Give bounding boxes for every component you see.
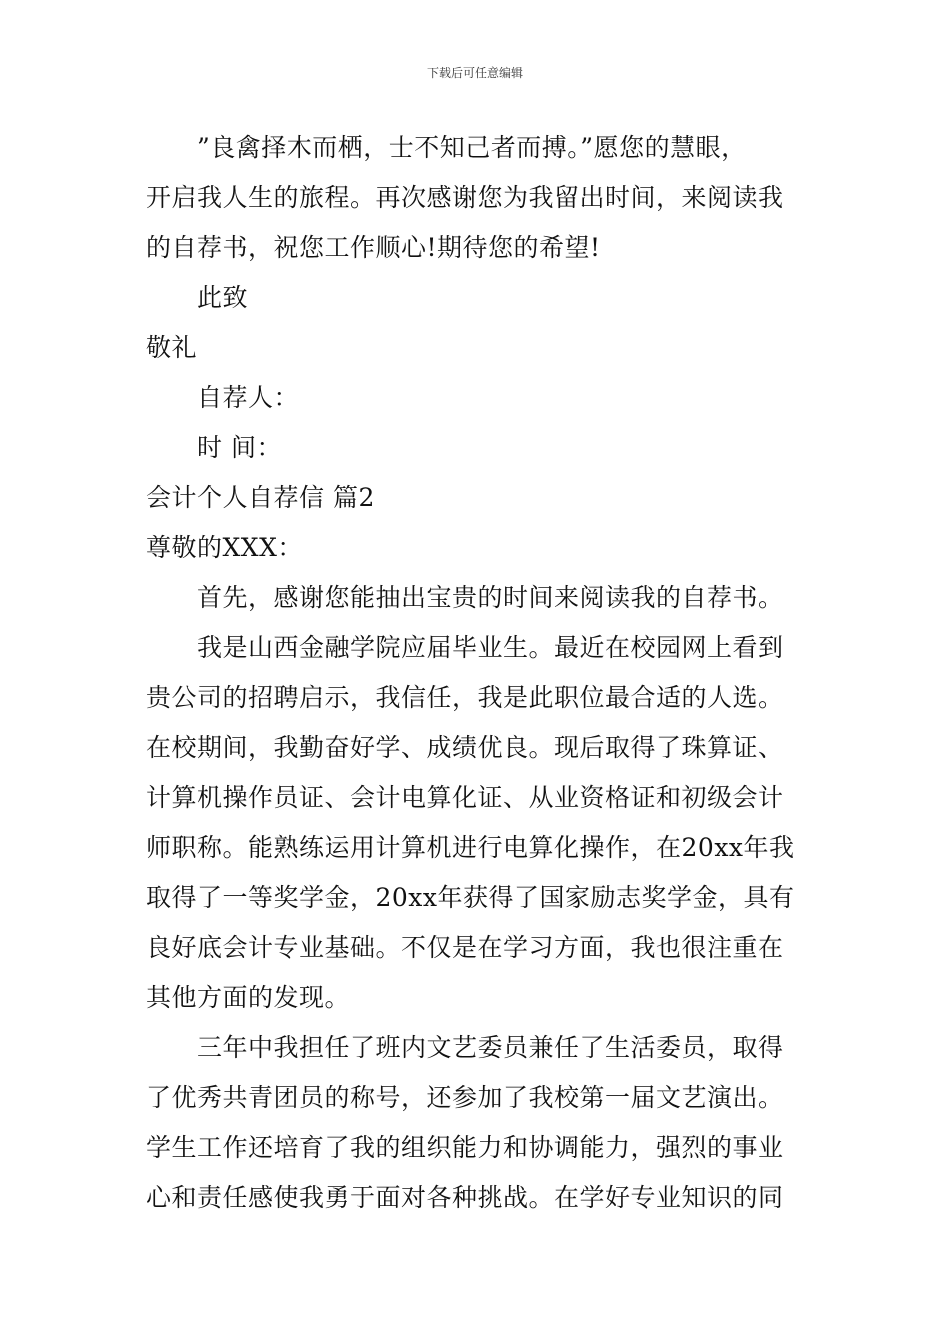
body-line: 的自荐书，祝您工作顺心!期待您的希望! xyxy=(146,233,601,262)
closing-line: 此致 xyxy=(197,283,249,312)
body-line: 开启我人生的旅程。再次感谢您为我留出时间，来阅读我 xyxy=(146,183,784,212)
body-line: 三年中我担任了班内文艺委员兼任了生活委员，取得 xyxy=(197,1033,784,1062)
body-line: 我是山西金融学院应届毕业生。最近在校园网上看到 xyxy=(197,633,784,662)
body-line: 其他方面的发现。 xyxy=(146,983,351,1012)
body-line: 计算机操作员证、会计电算化证、从业资格证和初级会计 xyxy=(146,783,784,812)
salutation: 尊敬的XXX： xyxy=(146,533,303,562)
signature-label: 自荐人： xyxy=(197,383,300,412)
body-line: 首先，感谢您能抽出宝贵的时间来阅读我的自荐书。 xyxy=(197,583,784,612)
body-line: ”良禽择木而栖，士不知己者而搏。”愿您的慧眼， xyxy=(197,133,747,162)
section-title: 会计个人自荐信 篇2 xyxy=(146,483,375,512)
closing-salute: 敬礼 xyxy=(146,333,198,362)
body-line: 在校期间，我勤奋好学、成绩优良。现后取得了珠算证、 xyxy=(146,733,784,762)
page-header: 下载后可任意编辑 xyxy=(426,66,523,80)
body-line: 心和责任感使我勇于面对各种挑战。在学好专业知识的同 xyxy=(146,1183,784,1212)
body-line: 良好底会计专业基础。不仅是在学习方面，我也很注重在 xyxy=(146,933,784,962)
body-line: 学生工作还培育了我的组织能力和协调能力，强烈的事业 xyxy=(146,1133,784,1162)
body-line: 师职称。能熟练运用计算机进行电算化操作，在20xx年我 xyxy=(146,833,795,862)
date-label: 时 间： xyxy=(197,433,282,462)
body-line: 了优秀共青团员的称号，还参加了我校第一届文艺演出。 xyxy=(146,1083,784,1112)
body-line: 取得了一等奖学金，20xx年获得了国家励志奖学金，具有 xyxy=(146,883,795,912)
body-line: 贵公司的招聘启示，我信任，我是此职位最合适的人选。 xyxy=(146,683,784,712)
